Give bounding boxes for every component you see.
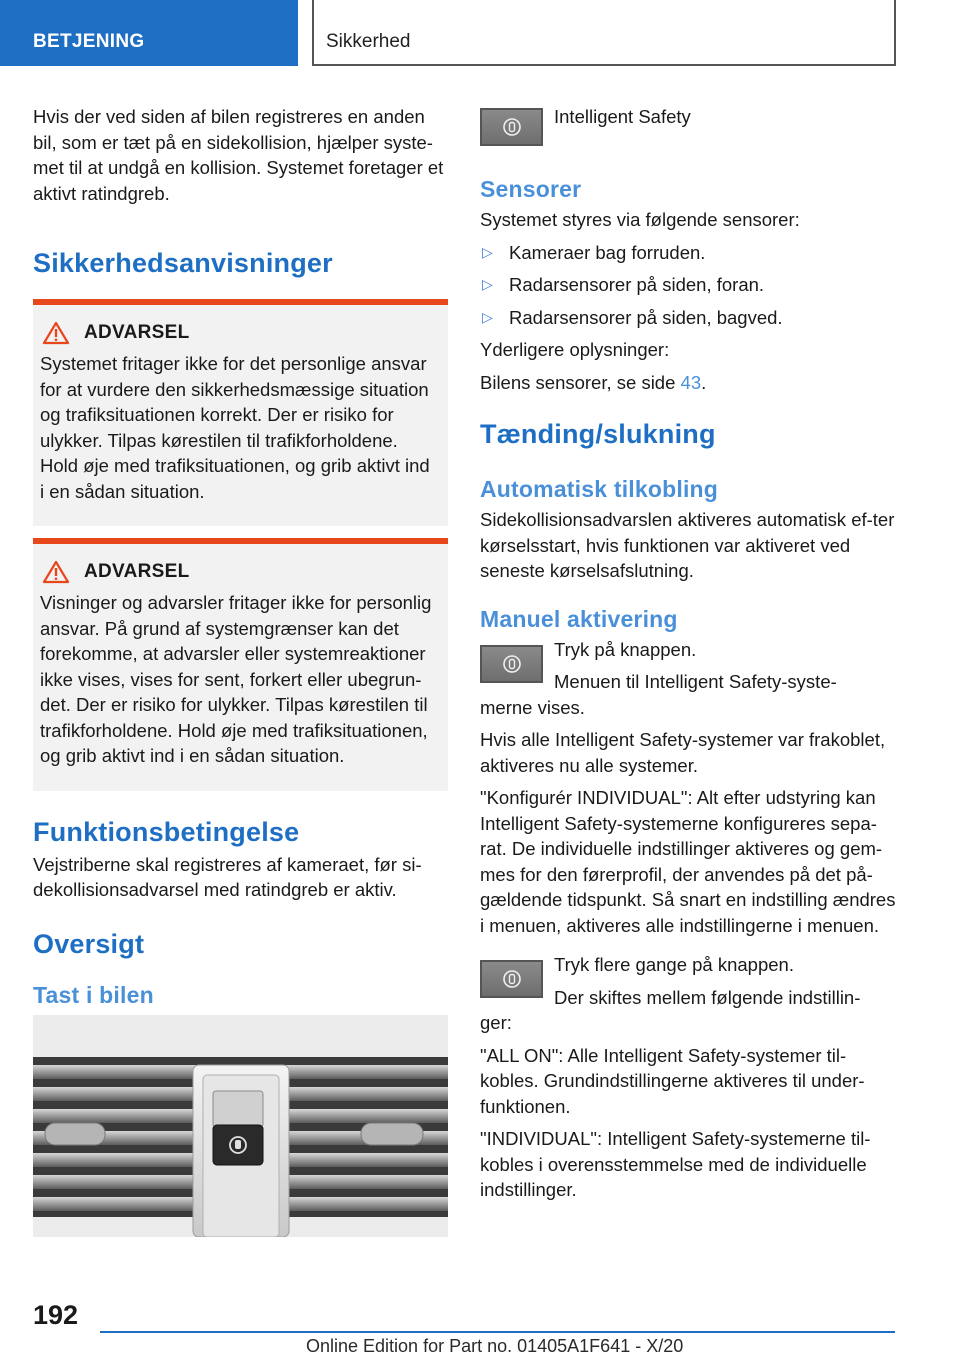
list-item: ▷ Kameraer bag forruden. bbox=[480, 240, 900, 266]
safety-glyph-icon bbox=[502, 654, 522, 674]
warning-text-2: Visninger og advarsler fritager ikke for personlig ansvar. På grund af systemgrænser kan det forekomme, at advarsler eller systemreaktioner ikke vises, vises for sent, forkert eller ubegrun‐det. Der er risiko for ulykker. Tilpas kørestilen til trafikforholdene. Hold øje med trafiksituationen, og grib aktivt ind i en sådan situation. bbox=[40, 592, 432, 766]
air-vent-with-button-image bbox=[33, 1015, 448, 1237]
left-column bbox=[33, 100, 448, 1009]
intelligent-safety-intro bbox=[480, 100, 900, 146]
heading-button-in-car: Tast i bilen bbox=[33, 981, 154, 1008]
section-title: Sikkerhed bbox=[326, 31, 411, 52]
warning-header-2 bbox=[42, 560, 438, 584]
warning-header-1 bbox=[42, 321, 438, 345]
manual-step-line-1: Tryk på knappen. bbox=[554, 638, 697, 660]
reference-prefix: Bilens sensorer, se side bbox=[480, 371, 681, 393]
multi-press-continuation: ger: bbox=[480, 1012, 512, 1033]
heading-on-off: Tænding/slukning bbox=[480, 419, 716, 449]
page-link-43[interactable]: 43 bbox=[680, 371, 702, 393]
configure-individual-text: "Konfigurér INDIVIDUAL": Alt efter udstyring kan Intelligent Safety-systemerne konfigureres sepa‐rat. De individuelle indstillinger aktiveres og gem‐mes for den førerprofil, der anvendes på det på‐gældende tidspunkt. Så snart en indstilling ændres i menuen, aktiveres alle indstillingerne i menuen. bbox=[480, 787, 896, 936]
manual-all-systems-text: Hvis alle Intelligent Safety-systemer var frakoblet, aktiveres nu alle systemer. bbox=[480, 729, 886, 776]
manual-step-text bbox=[554, 637, 837, 695]
all-on-text: "ALL ON": Alle Intelligent Safety-systemer til‐kobles. Grundindstillingerne aktiveres til under‐funktionen. bbox=[480, 1044, 865, 1117]
heading-manual-activation: Manuel aktivering bbox=[480, 605, 678, 632]
warning-title-1: ADVARSEL bbox=[84, 322, 190, 343]
warning-box-2 bbox=[33, 538, 448, 791]
automatic-activation-text: Sidekollisionsadvarslen aktiveres automatisk ef‐ter kørselsstart, hvis funktionen var aktiveret ved seneste kørselsafslutning. bbox=[480, 509, 895, 581]
chapter-tab bbox=[0, 0, 298, 66]
car-button-photo bbox=[33, 1015, 448, 1237]
warning-title-2: ADVARSEL bbox=[84, 561, 190, 582]
edition-note: Online Edition for Part no. 01405A1F641 - X/20 bbox=[306, 1336, 684, 1356]
multi-press-line-2: Der skiftes mellem følgende indstillin‐ bbox=[554, 986, 861, 1008]
heading-overview: Oversigt bbox=[33, 928, 145, 959]
manual-step-line-2: Menuen til Intelligent Safety-syste‐ bbox=[554, 671, 837, 692]
footer-divider bbox=[100, 1331, 895, 1333]
individual-text: "INDIVIDUAL": Intelligent Safety-systemerne til‐kobles i overensstemmelse med de individuelle indstillinger. bbox=[480, 1128, 871, 1200]
sensors-list bbox=[480, 240, 900, 331]
multi-press-text bbox=[554, 952, 860, 1010]
list-item: ▷ Radarsensorer på siden, bagved. bbox=[480, 305, 900, 331]
heading-automatic-activation: Automatisk tilkobling bbox=[480, 476, 719, 502]
function-condition-text: Vejstriberne skal registreres af kameraet, før si‐dekollisionsadvarsel med ratindgreb er aktiv. bbox=[33, 853, 422, 900]
safety-glyph-icon bbox=[502, 117, 522, 137]
warning-box-1 bbox=[33, 299, 448, 526]
multi-press-step bbox=[480, 952, 900, 1010]
reference-suffix: . bbox=[701, 371, 707, 393]
intelligent-safety-button-icon bbox=[480, 645, 543, 683]
list-item: ▷ Radarsensorer på siden, foran. bbox=[480, 272, 900, 298]
warning-text-1: Systemet fritager ikke for det personlige ansvar for at vurdere den sikkerhedsmæssige situation og trafiksituationen korrekt. Der er risiko for ulykker. Tilpas kørestilen til trafikforholdene. Hold øje med trafiksituationen, og grib aktivt ind i en sådan situation. bbox=[40, 353, 430, 502]
more-info-label: Yderligere oplysninger: bbox=[480, 339, 670, 360]
warning-triangle-icon bbox=[42, 560, 70, 584]
warning-triangle-icon bbox=[42, 321, 70, 345]
safety-glyph-icon bbox=[502, 969, 522, 989]
heading-sensors: Sensorer bbox=[480, 176, 582, 202]
manual-step-continuation: merne vises. bbox=[480, 696, 585, 718]
sensors-intro: Systemet styres via følgende sensorer: bbox=[480, 209, 800, 230]
multi-press-line-1: Tryk flere gange på knappen. bbox=[554, 954, 794, 975]
sensors-reference bbox=[480, 370, 900, 396]
intelligent-safety-button-icon bbox=[480, 960, 543, 998]
heading-function-condition: Funktionsbetingelse bbox=[33, 816, 300, 847]
section-tab bbox=[312, 0, 896, 66]
intelligent-safety-label: Intelligent Safety bbox=[554, 106, 691, 127]
chapter-title: BETJENING bbox=[33, 31, 145, 52]
page-number: 192 bbox=[33, 1300, 79, 1330]
intelligent-safety-button-icon bbox=[480, 108, 543, 146]
intro-paragraph: Hvis der ved siden af bilen registreres en anden bil, som er tæt på en sidekollision, hjælper syste‐met til at undgå en kollision. Systemet foretager et aktivt ratindgreb. bbox=[33, 106, 444, 204]
right-column bbox=[480, 100, 900, 1203]
manual-activation-step bbox=[480, 637, 900, 695]
heading-safety-notes: Sikkerhedsanvisninger bbox=[33, 248, 333, 278]
